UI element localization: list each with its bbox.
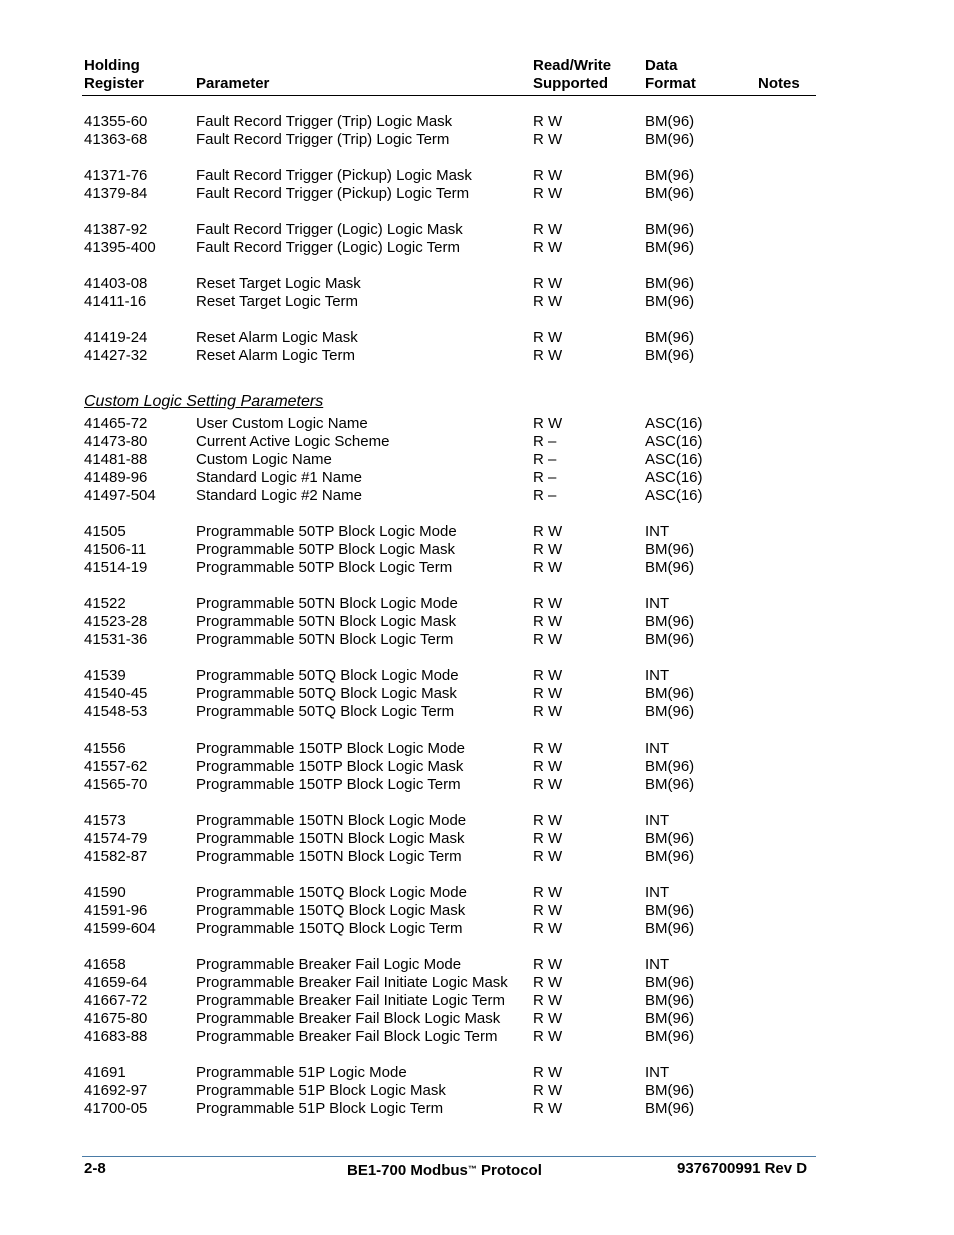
data-format-cell: BM(96) (645, 167, 695, 184)
table-row (0, 433, 954, 451)
read-write-cell: R W (533, 239, 563, 256)
register-cell: 41411-16 (84, 293, 147, 310)
table-row (0, 275, 954, 293)
header-line (196, 57, 269, 75)
parameter-cell: Programmable 50TQ Block Logic Mask (196, 685, 457, 702)
register-cell: 41465-72 (84, 415, 148, 432)
parameter-cell: Programmable 50TN Block Logic Term (196, 631, 454, 648)
parameter-cell: Programmable 51P Logic Mode (196, 1064, 407, 1081)
register-cell: 41522 (84, 595, 126, 612)
read-write-cell: R W (533, 992, 563, 1009)
register-cell: 41565-70 (84, 776, 148, 793)
table-row (0, 848, 954, 866)
register-cell: 41505 (84, 523, 126, 540)
register-cell: 41683-88 (84, 1028, 148, 1045)
data-format-cell: ASC(16) (645, 487, 703, 504)
table-row (0, 113, 954, 131)
table-row (0, 758, 954, 776)
register-cell: 41691 (84, 1064, 126, 1081)
parameter-cell: Reset Alarm Logic Mask (196, 329, 358, 346)
data-format-cell: INT (645, 595, 670, 612)
register-cell: 41489-96 (84, 469, 148, 486)
parameter-cell: Fault Record Trigger (Trip) Logic Mask (196, 113, 453, 130)
parameter-cell: User Custom Logic Name (196, 415, 368, 432)
parameter-cell: Programmable 150TQ Block Logic Mode (196, 884, 467, 901)
register-cell: 41514-19 (84, 559, 148, 576)
data-format-cell: BM(96) (645, 131, 695, 148)
header-line: Register (84, 75, 145, 92)
read-write-cell: R W (533, 974, 563, 991)
data-format-cell: BM(96) (645, 902, 695, 919)
read-write-cell: R W (533, 776, 563, 793)
read-write-cell: R W (533, 884, 563, 901)
header-line: Read/Write (533, 57, 612, 74)
table-row (0, 740, 954, 758)
read-write-cell: R W (533, 293, 563, 310)
data-format-cell: BM(96) (645, 776, 695, 793)
register-cell: 41531-36 (84, 631, 148, 648)
data-format-cell: ASC(16) (645, 451, 703, 468)
read-write-cell: R – (533, 451, 557, 468)
register-cell: 41403-08 (84, 275, 148, 292)
header-line: Parameter (196, 75, 270, 92)
register-cell: 41590 (84, 884, 126, 901)
parameter-cell: Programmable 51P Block Logic Mask (196, 1082, 446, 1099)
register-cell: 41658 (84, 956, 126, 973)
parameter-cell: Programmable 150TQ Block Logic Mask (196, 902, 466, 919)
parameter-cell: Standard Logic #2 Name (196, 487, 362, 504)
register-cell: 41667-72 (84, 992, 148, 1009)
read-write-cell: R W (533, 131, 563, 148)
table-row (0, 293, 954, 311)
data-format-cell: INT (645, 523, 670, 540)
table-row (0, 631, 954, 649)
table-row (0, 902, 954, 920)
register-cell: 41540-45 (84, 685, 148, 702)
data-format-cell: BM(96) (645, 613, 695, 630)
page-number: 2-8 (84, 1160, 106, 1177)
parameter-cell: Programmable Breaker Fail Initiate Logic Mask (196, 974, 508, 991)
data-format-cell: BM(96) (645, 920, 695, 937)
table-row (0, 703, 954, 721)
data-format-cell: BM(96) (645, 1082, 695, 1099)
register-cell: 41419-24 (84, 329, 148, 346)
parameter-cell: Fault Record Trigger (Logic) Logic Mask (196, 221, 463, 238)
data-format-cell: INT (645, 1064, 670, 1081)
read-write-cell: R W (533, 275, 563, 292)
parameter-cell: Programmable 50TN Block Logic Mode (196, 595, 458, 612)
read-write-cell: R W (533, 347, 563, 364)
register-cell: 41573 (84, 812, 126, 829)
register-cell: 41539 (84, 667, 126, 684)
table-row (0, 541, 954, 559)
data-format-cell: BM(96) (645, 1028, 695, 1045)
read-write-cell: R W (533, 830, 563, 847)
data-format-cell: BM(96) (645, 1100, 695, 1117)
read-write-cell: R W (533, 667, 563, 684)
header-read-write (533, 57, 611, 93)
table-row (0, 685, 954, 703)
table-row (0, 329, 954, 347)
register-cell: 41395-400 (84, 239, 156, 256)
table-row (0, 451, 954, 469)
data-format-cell: BM(96) (645, 703, 695, 720)
read-write-cell: R W (533, 758, 563, 775)
header-line: Data (645, 57, 678, 74)
data-format-cell: BM(96) (645, 559, 695, 576)
parameter-cell: Programmable 51P Block Logic Term (196, 1100, 444, 1117)
header-holding-register (84, 57, 144, 93)
header-line: Holding (84, 57, 140, 74)
read-write-cell: R W (533, 812, 563, 829)
table-header (0, 57, 954, 97)
table-row (0, 487, 954, 505)
register-cell: 41363-68 (84, 131, 148, 148)
read-write-cell: R W (533, 1010, 563, 1027)
data-format-cell: BM(96) (645, 541, 695, 558)
read-write-cell: R W (533, 740, 563, 757)
data-format-cell: ASC(16) (645, 415, 703, 432)
read-write-cell: R W (533, 185, 563, 202)
table-row (0, 1100, 954, 1118)
parameter-cell: Programmable 150TP Block Logic Mode (196, 740, 466, 757)
header-line (758, 57, 800, 75)
table-row (0, 347, 954, 365)
read-write-cell: R W (533, 221, 563, 238)
table-row (0, 185, 954, 203)
footer-divider (82, 1156, 816, 1157)
data-format-cell: BM(96) (645, 329, 695, 346)
header-parameter (196, 57, 269, 93)
read-write-cell: R W (533, 613, 563, 630)
table-row (0, 956, 954, 974)
table-row (0, 221, 954, 239)
register-cell: 41675-80 (84, 1010, 148, 1027)
register-cell: 41692-97 (84, 1082, 148, 1099)
read-write-cell: R W (533, 685, 563, 702)
data-format-cell: BM(96) (645, 848, 695, 865)
parameter-cell: Programmable 150TQ Block Logic Term (196, 920, 463, 937)
parameter-cell: Reset Target Logic Mask (196, 275, 361, 292)
register-cell: 41556 (84, 740, 126, 757)
data-format-cell: BM(96) (645, 631, 695, 648)
data-format-cell: ASC(16) (645, 469, 703, 486)
header-data-format (645, 57, 696, 93)
table-row (0, 1082, 954, 1100)
parameter-cell: Programmable 50TQ Block Logic Mode (196, 667, 459, 684)
read-write-cell: R W (533, 523, 563, 540)
register-cell: 41355-60 (84, 113, 148, 130)
table-row (0, 776, 954, 794)
table-row (0, 131, 954, 149)
table-row (0, 1064, 954, 1082)
read-write-cell: R W (533, 920, 563, 937)
parameter-cell: Standard Logic #1 Name (196, 469, 362, 486)
table-row (0, 830, 954, 848)
parameter-cell: Programmable 150TN Block Logic Mode (196, 812, 467, 829)
section-title: Custom Logic Setting Parameters (84, 393, 324, 410)
trademark-mark: ™ (467, 1164, 477, 1174)
read-write-cell: R W (533, 848, 563, 865)
register-cell: 41427-32 (84, 347, 148, 364)
document-number: 9376700991 Rev D (677, 1160, 808, 1177)
data-format-cell: BM(96) (645, 293, 695, 310)
read-write-cell: R W (533, 1082, 563, 1099)
parameter-cell: Programmable 50TQ Block Logic Term (196, 703, 455, 720)
read-write-cell: R W (533, 595, 563, 612)
parameter-cell: Programmable 50TP Block Logic Mask (196, 541, 455, 558)
parameter-cell: Fault Record Trigger (Trip) Logic Term (196, 131, 450, 148)
parameter-cell: Programmable 150TN Block Logic Term (196, 848, 462, 865)
read-write-cell: R W (533, 329, 563, 346)
data-format-cell: BM(96) (645, 113, 695, 130)
register-cell: 41557-62 (84, 758, 148, 775)
header-notes (758, 57, 800, 93)
document-title-suffix: Protocol (476, 1162, 542, 1179)
data-format-cell: BM(96) (645, 992, 695, 1009)
data-format-cell: BM(96) (645, 758, 695, 775)
data-format-cell: INT (645, 667, 670, 684)
read-write-cell: R – (533, 487, 557, 504)
data-format-cell: BM(96) (645, 347, 695, 364)
parameter-cell: Programmable 150TN Block Logic Mask (196, 830, 465, 847)
read-write-cell: R W (533, 1100, 563, 1117)
parameter-cell: Fault Record Trigger (Pickup) Logic Term (196, 185, 470, 202)
read-write-cell: R – (533, 469, 557, 486)
header-line: Supported (533, 75, 608, 92)
read-write-cell: R W (533, 956, 563, 973)
header-divider (82, 95, 816, 96)
data-format-cell: BM(96) (645, 185, 695, 202)
table-row (0, 1010, 954, 1028)
parameter-cell: Programmable 50TN Block Logic Mask (196, 613, 457, 630)
read-write-cell: R W (533, 167, 563, 184)
register-cell: 41481-88 (84, 451, 148, 468)
data-format-cell: BM(96) (645, 275, 695, 292)
table-row (0, 974, 954, 992)
table-row (0, 920, 954, 938)
register-cell: 41379-84 (84, 185, 148, 202)
read-write-cell: R W (533, 703, 563, 720)
table-row (0, 884, 954, 902)
table-row (0, 667, 954, 685)
data-format-cell: INT (645, 740, 670, 757)
data-format-cell: INT (645, 812, 670, 829)
parameter-cell: Reset Target Logic Term (196, 293, 359, 310)
table-row (0, 239, 954, 257)
parameter-cell: Current Active Logic Scheme (196, 433, 390, 450)
table-row (0, 523, 954, 541)
parameter-cell: Reset Alarm Logic Term (196, 347, 355, 364)
register-cell: 41371-76 (84, 167, 148, 184)
register-cell: 41659-64 (84, 974, 148, 991)
data-format-cell: INT (645, 956, 670, 973)
parameter-cell: Programmable 50TP Block Logic Mode (196, 523, 457, 540)
data-format-cell: BM(96) (645, 1010, 695, 1027)
register-cell: 41599-604 (84, 920, 156, 937)
parameter-cell: Programmable 150TP Block Logic Mask (196, 758, 464, 775)
data-format-cell: INT (645, 884, 670, 901)
parameter-cell: Programmable Breaker Fail Block Logic Term (196, 1028, 498, 1045)
parameter-cell: Fault Record Trigger (Pickup) Logic Mask (196, 167, 472, 184)
table-row (0, 469, 954, 487)
register-cell: 41506-11 (84, 541, 147, 558)
register-cell: 41523-28 (84, 613, 148, 630)
parameter-cell: Programmable 150TP Block Logic Term (196, 776, 461, 793)
header-line: Notes (758, 75, 800, 92)
read-write-cell: R W (533, 631, 563, 648)
read-write-cell: R W (533, 1028, 563, 1045)
data-format-cell: BM(96) (645, 830, 695, 847)
table-row (0, 415, 954, 433)
read-write-cell: R W (533, 559, 563, 576)
document-title (347, 1160, 542, 1180)
read-write-cell: R W (533, 113, 563, 130)
parameter-cell: Fault Record Trigger (Logic) Logic Term (196, 239, 460, 256)
table-row (0, 595, 954, 613)
register-cell: 41473-80 (84, 433, 148, 450)
table-row (0, 992, 954, 1010)
parameter-cell: Programmable 50TP Block Logic Term (196, 559, 453, 576)
data-format-cell: BM(96) (645, 685, 695, 702)
parameter-cell: Programmable Breaker Fail Logic Mode (196, 956, 462, 973)
read-write-cell: R W (533, 541, 563, 558)
parameter-cell: Programmable Breaker Fail Block Logic Mask (196, 1010, 501, 1027)
read-write-cell: R – (533, 433, 557, 450)
read-write-cell: R W (533, 415, 563, 432)
data-format-cell: BM(96) (645, 239, 695, 256)
table-row (0, 559, 954, 577)
parameter-cell: Programmable Breaker Fail Initiate Logic Term (196, 992, 506, 1009)
table-row (0, 167, 954, 185)
table-row (0, 613, 954, 631)
document-title-text: BE1-700 Modbus (347, 1162, 468, 1179)
register-cell: 41548-53 (84, 703, 148, 720)
table-row (0, 1028, 954, 1046)
read-write-cell: R W (533, 902, 563, 919)
data-format-cell: BM(96) (645, 974, 695, 991)
register-cell: 41591-96 (84, 902, 148, 919)
register-cell: 41700-05 (84, 1100, 148, 1117)
table-row (0, 812, 954, 830)
register-cell: 41497-504 (84, 487, 156, 504)
register-cell: 41387-92 (84, 221, 148, 238)
data-format-cell: ASC(16) (645, 433, 703, 450)
header-line: Format (645, 75, 696, 92)
data-format-cell: BM(96) (645, 221, 695, 238)
register-cell: 41574-79 (84, 830, 148, 847)
parameter-cell: Custom Logic Name (196, 451, 332, 468)
read-write-cell: R W (533, 1064, 563, 1081)
register-cell: 41582-87 (84, 848, 148, 865)
